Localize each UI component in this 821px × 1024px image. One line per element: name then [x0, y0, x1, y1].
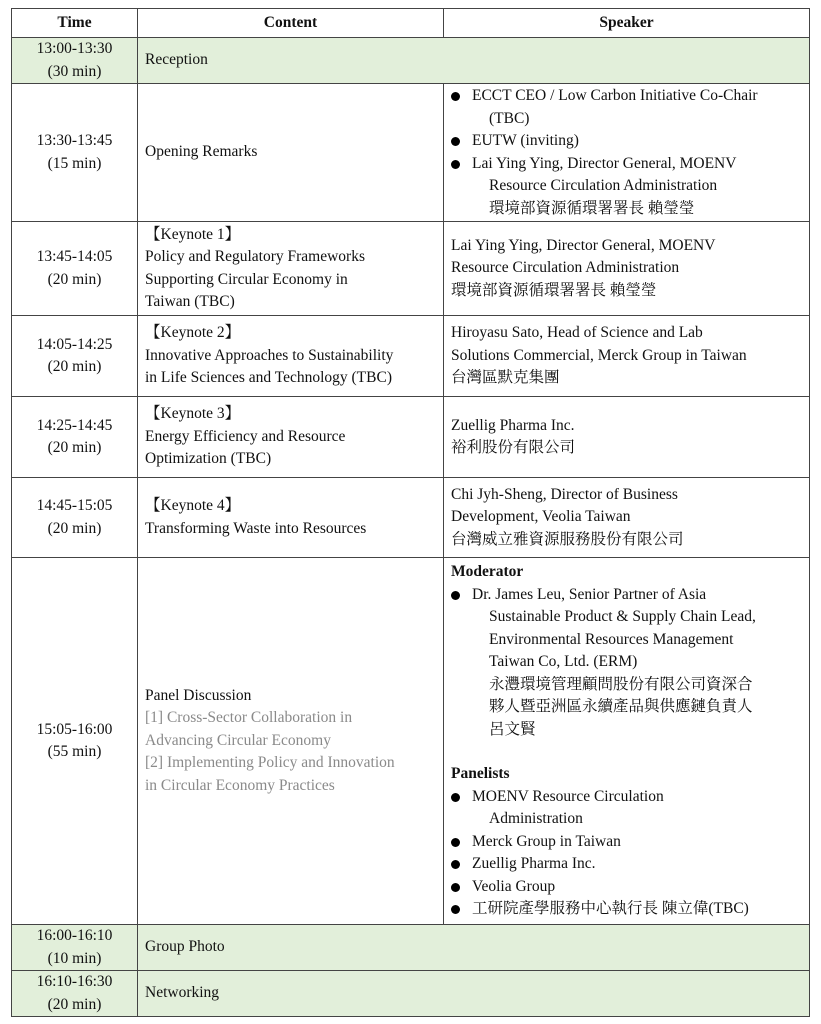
bullet-icon [451, 860, 460, 869]
content-cell [138, 316, 444, 397]
speaker-cell [444, 84, 810, 222]
panel-title: Panel Discussion [145, 686, 252, 704]
row-keynote-4 [12, 478, 810, 558]
speaker-line: Resource Circulation Administration [451, 259, 680, 277]
panel-topic-line: in Circular Economy Practices [145, 776, 335, 794]
header-content: Content [138, 9, 444, 38]
speaker-line: 環境部資源循環署署長 賴瑩瑩 [451, 281, 657, 299]
duration: (20 min) [47, 995, 102, 1013]
time-cell [12, 222, 138, 316]
session-title: Networking [145, 984, 220, 1002]
time-cell [12, 925, 138, 971]
keynote-title-line: Innovative Approaches to Sustainability [145, 346, 394, 364]
duration: (10 min) [47, 949, 102, 967]
speaker-line: 台灣威立雅資源服務股份有限公司 [451, 530, 684, 548]
bullet-icon [451, 838, 460, 847]
row-reception [12, 38, 810, 84]
panel-topic-line: Advancing Circular Economy [145, 731, 331, 749]
speaker-line: Development, Veolia Taiwan [451, 508, 631, 526]
duration: (20 min) [47, 439, 102, 456]
bullet-icon [451, 793, 460, 802]
spacer [451, 741, 802, 763]
speaker-line: Zuellig Pharma Inc. [451, 416, 575, 434]
bullet-icon [451, 591, 460, 600]
time-range: 13:00-13:30 [36, 40, 113, 57]
panelist-item: Merck Group in Taiwan [451, 831, 802, 854]
duration: (30 min) [47, 62, 102, 80]
keynote-label: 【Keynote 2】 [145, 324, 241, 342]
speaker-line: Hiroyasu Sato, Head of Science and Lab [451, 324, 703, 342]
bullet-icon [451, 905, 460, 914]
speaker-line: Solutions Commercial, Merck Group in Taiwan [451, 346, 747, 364]
content-cell [138, 971, 810, 1017]
bullet-icon [451, 160, 460, 169]
row-group-photo [12, 925, 810, 971]
speaker-line: Lai Ying Ying, Director General, MOENV [451, 236, 716, 254]
keynote-label: 【Keynote 3】 [145, 405, 241, 423]
content-cell [138, 397, 444, 478]
time-range: 13:30-13:45 [36, 132, 113, 149]
panel-topic-line: [2] Implementing Policy and Innovation [145, 754, 395, 772]
duration: (15 min) [47, 154, 102, 172]
row-panel [12, 558, 810, 925]
time-range: 16:00-16:10 [36, 927, 113, 944]
speaker-item: Lai Ying Ying, Director General, MOENV Resource Circulation Administration 環境部資源循環署署長 賴瑩瑩 [451, 153, 802, 221]
speaker-line: 裕利股份有限公司 [451, 439, 576, 456]
agenda-table [11, 8, 810, 1017]
time-cell [12, 971, 138, 1017]
session-title: Group Photo [145, 938, 225, 956]
content-cell [138, 558, 444, 925]
session-title: Opening Remarks [145, 143, 258, 161]
time-cell [12, 38, 138, 84]
duration: (20 min) [47, 358, 102, 375]
duration: (20 min) [47, 270, 102, 288]
speaker-cell [444, 397, 810, 478]
time-cell [12, 478, 138, 558]
panelist-list [451, 786, 802, 921]
speaker-cell [444, 316, 810, 397]
moderator-heading: Moderator [451, 563, 524, 581]
keynote-title-line: Supporting Circular Economy in [145, 270, 348, 288]
bullet-icon [451, 883, 460, 892]
keynote-title-line: Policy and Regulatory Frameworks [145, 248, 365, 265]
row-networking [12, 971, 810, 1017]
row-keynote-2 [12, 316, 810, 397]
keynote-title-line: Taiwan (TBC) [145, 293, 235, 310]
keynote-title-line: Energy Efficiency and Resource [145, 427, 346, 445]
bullet-icon [451, 137, 460, 146]
row-opening [12, 84, 810, 222]
bullet-icon [451, 92, 460, 101]
content-cell [138, 925, 810, 971]
speaker-line: 台灣區默克集團 [451, 369, 560, 387]
content-cell [138, 84, 444, 222]
content-cell [138, 38, 810, 84]
speaker-line: Chi Jyh-Sheng, Director of Business [451, 485, 678, 503]
time-cell [12, 558, 138, 925]
speaker-cell [444, 478, 810, 558]
session-title: Reception [145, 51, 208, 69]
panelists-heading: Panelists [451, 765, 510, 783]
content-cell [138, 478, 444, 558]
keynote-label: 【Keynote 1】 [145, 225, 241, 243]
time-range: 14:25-14:45 [36, 416, 113, 434]
time-cell [12, 397, 138, 478]
time-range: 13:45-14:05 [36, 248, 113, 265]
time-cell [12, 84, 138, 222]
duration: (55 min) [47, 743, 102, 760]
speaker-item: ECCT CEO / Low Carbon Initiative Co-Chair (TBC) [451, 85, 802, 130]
moderator-item: Dr. James Leu, Senior Partner of Asia Sustainable Product & Supply Chain Lead, Environmental Resources Management Taiwan Co, Ltd. (ERM) 永灃環境管理顧問股份有限公司資深合 夥人暨亞洲區永續產品與供應鏈負責人 呂文賢 [451, 584, 802, 742]
time-range: 15:05-16:00 [36, 720, 113, 738]
moderator-list [451, 584, 802, 742]
speaker-list [451, 85, 802, 220]
speaker-cell [444, 558, 810, 925]
content-cell [138, 222, 444, 316]
time-range: 14:05-14:25 [36, 335, 113, 353]
keynote-title-line: in Life Sciences and Technology (TBC) [145, 369, 392, 387]
header-speaker: Speaker [444, 9, 810, 38]
panel-topic-line: [1] Cross-Sector Collaboration in [145, 709, 353, 727]
keynote-label: 【Keynote 4】 [145, 497, 241, 514]
keynote-title-line: Optimization (TBC) [145, 450, 272, 468]
row-keynote-3 [12, 397, 810, 478]
speaker-item: EUTW (inviting) [451, 130, 802, 153]
time-range: 14:45-15:05 [36, 497, 113, 514]
panelist-item: MOENV Resource Circulation Administration [451, 786, 802, 831]
duration: (20 min) [47, 519, 102, 537]
panelist-item: 工研院產學服務中心執行長 陳立偉(TBC) [451, 898, 802, 921]
keynote-title-line: Transforming Waste into Resources [145, 519, 367, 537]
speaker-cell [444, 222, 810, 316]
header-row [12, 9, 810, 38]
time-range: 16:10-16:30 [36, 973, 113, 990]
row-keynote-1 [12, 222, 810, 316]
time-cell [12, 316, 138, 397]
header-time: Time [12, 9, 138, 38]
panelist-item: Zuellig Pharma Inc. [451, 853, 802, 876]
panelist-item: Veolia Group [451, 876, 802, 899]
